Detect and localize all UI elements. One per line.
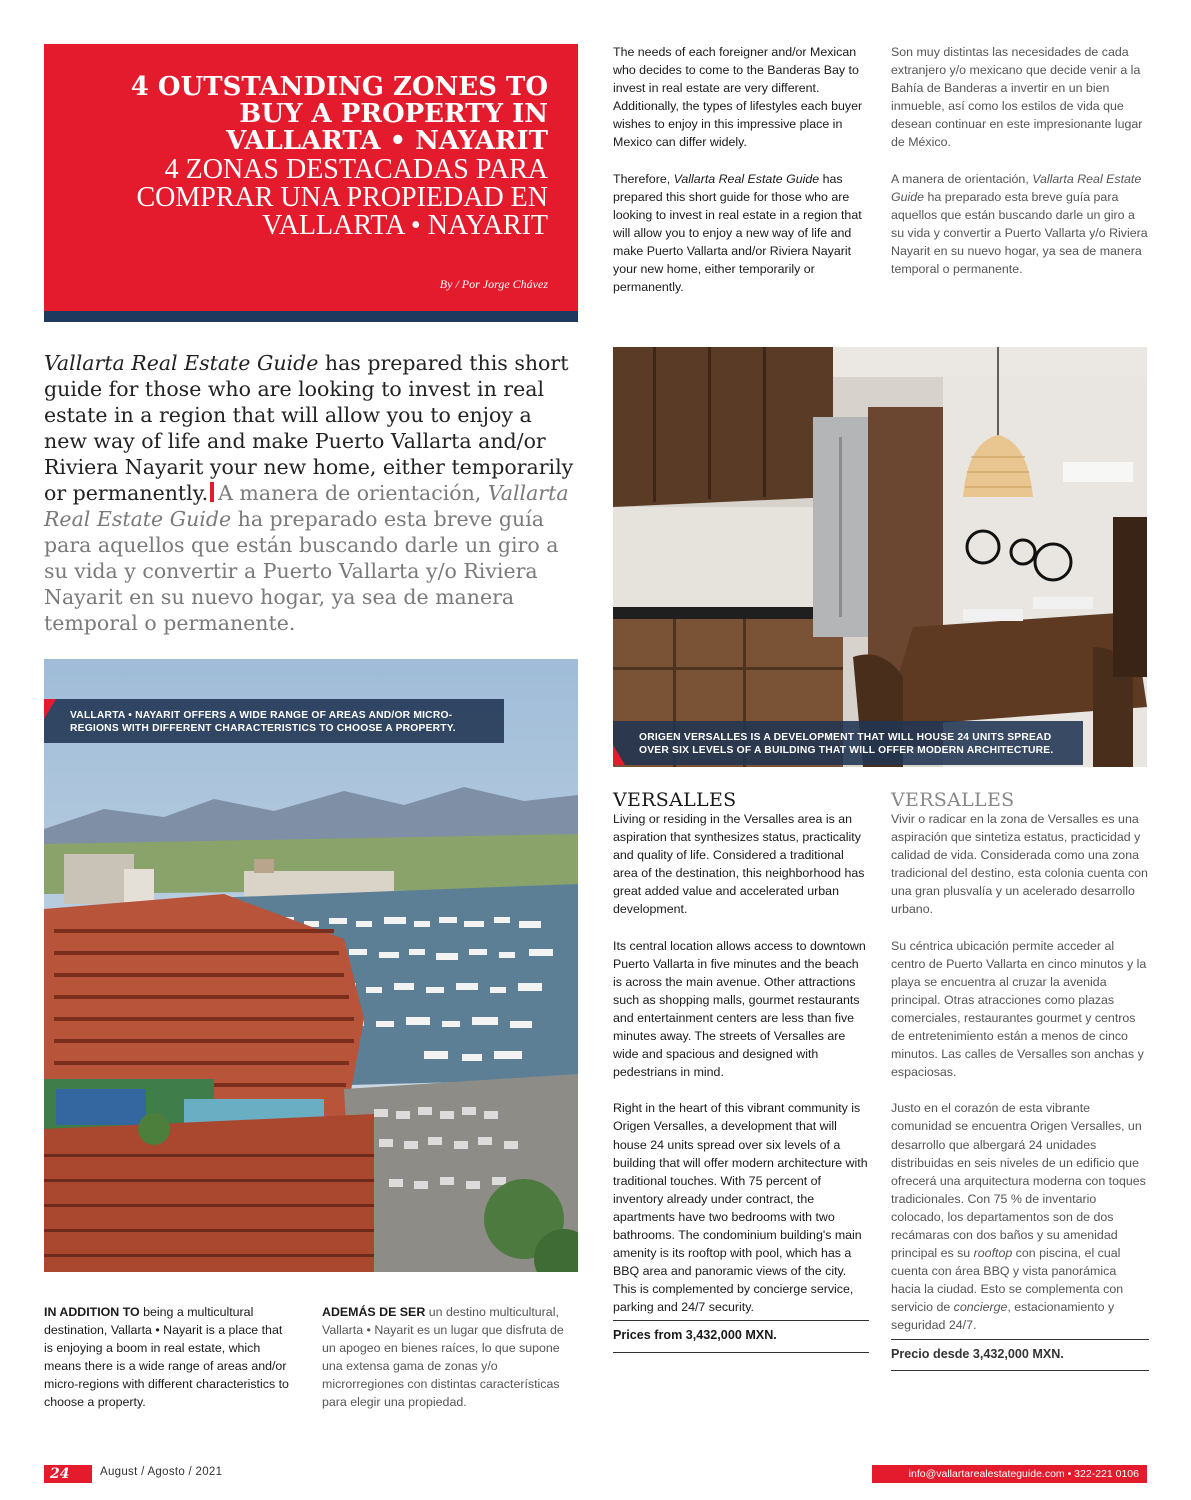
marina-photo-caption bbox=[44, 699, 504, 743]
intro-paragraph bbox=[44, 350, 579, 636]
versalles-english-column bbox=[613, 790, 869, 1353]
versalles-en-paragraph-2: Its central location allows access to downtown Puerto Vallarta in five minutes and the beach is across the main avenue. Other attractions such as shopping malls, gourmet restaurants and entertainment centers are less than five minutes away. The streets of Versalles are wide and spacious and designed with pedestrians in mind. bbox=[613, 938, 866, 1080]
byline: By / Por Jorge Chávez bbox=[439, 277, 548, 291]
red-divider-mark bbox=[210, 482, 214, 502]
intro-es-italic: Vallarta Real Estate Guide bbox=[44, 481, 569, 531]
versalles-es-price: Precio desde 3,432,000 MXN. bbox=[891, 1339, 1149, 1371]
page-number: 24 bbox=[44, 1465, 92, 1483]
title-underline-bar bbox=[44, 311, 578, 322]
footer bbox=[44, 1465, 1147, 1483]
top-en-paragraph-1: The needs of each foreigner and/or Mexican who decides to come to the Banderas Bay to invest in real estate are very different. Additionally, the types of lifestyles each buyer wishes to enjoy in this impressive place in Mexico can differ widely. bbox=[613, 45, 863, 150]
marina-caption-text: VALLARTA • NAYARIT OFFERS A WIDE RANGE OF AREAS AND/OR MICRO-REGIONS WITH DIFFERENT CHARACTERISTICS TO CHOOSE A PROPERTY. bbox=[70, 710, 456, 734]
interior-photo-illustration bbox=[613, 347, 1147, 767]
versalles-en-paragraph-1: Living or residing in the Versalles area is an aspiration that synthesizes status, practicality and quality of life. Considered a traditional area of the destination, this neighborhood has great added value and accelerated urban development. bbox=[613, 812, 865, 917]
marina-aerial-photo bbox=[44, 659, 578, 1272]
contact-info[interactable]: info@vallartarealestateguide.com • 322-221 0106 bbox=[872, 1465, 1147, 1483]
versalles-es-paragraph-1: Vivir o radicar en la zona de Versalles es una aspiración que sintetiza estatus, practicidad y calidad de vida. Considerada como una zona tradicional del destino, esta colonia cuenta con una gran plusvalía y un acelerado desarrollo urbano. bbox=[891, 812, 1148, 917]
issue-date: August / Agosto / 2021 bbox=[100, 1466, 223, 1478]
top-es-paragraph-2: A manera de orientación, Vallarta Real Estate Guide ha preparado esta breve guía para aquellos que están buscando darle un giro a su vida y convertir a Puerto Vallarta y/o Riviera Nayarit en su nuevo hogar, ya sea de manera temporal o permanente. bbox=[891, 171, 1148, 277]
versalles-en-title: VERSALLES bbox=[613, 789, 737, 811]
top-spanish-column bbox=[891, 43, 1149, 296]
versalles-spanish-column bbox=[891, 790, 1149, 1371]
bottom-es-lead: ADEMÁS DE SER bbox=[322, 1305, 426, 1319]
title-block bbox=[44, 44, 578, 311]
bottom-spanish-column bbox=[322, 1303, 578, 1412]
intro-en-text: has prepared this short guide for those who are looking to invest in real estate in a region that will allow you to enjoy a new way of life and make Puerto Vallarta and/or Riviera Nayarit your new home, either temporarily or permanently. bbox=[44, 351, 574, 505]
interior-photo bbox=[613, 347, 1147, 767]
versalles-es-paragraph-2: Su céntrica ubicación permite acceder al centro de Puerto Vallarta en cinco minutos y la playa se encuentra al cruzar la avenida principal. Otras atracciones como plazas comerciales, restaurantes gourmet y centros de entretenimiento están a menos de cinco minutos. Las calles de Versalles son anchas y espaciosas. bbox=[891, 938, 1147, 1080]
top-en-paragraph-2: Therefore, Vallarta Real Estate Guide has prepared this short guide for those who are looking to invest in real estate in a region that will allow you to enjoy a new way of life and make Puerto Vallarta and/or Riviera Nayarit your new home, either temporarily or permanently. bbox=[613, 171, 862, 295]
versalles-en-price: Prices from 3,432,000 MXN. bbox=[613, 1320, 869, 1352]
intro-es-text: ha preparado esta breve guía para aquellos que están buscando darle un giro a su vida y convertir a Puerto Vallarta y/o Riviera Nayarit en su nuevo hogar, ya sea de manera temporal o permanente. bbox=[44, 507, 559, 635]
intro-es-lead: A manera de orientación, bbox=[218, 481, 488, 505]
title-en: 4 OUTSTANDING ZONES TO BUY A PROPERTY IN VALLARTA • NAYARIT bbox=[130, 72, 548, 156]
interior-photo-caption bbox=[613, 721, 1083, 765]
top-english-column bbox=[613, 43, 869, 314]
marina-photo-illustration bbox=[44, 659, 578, 1272]
versalles-es-title: VERSALLES bbox=[891, 789, 1015, 811]
caption-red-corner bbox=[44, 699, 56, 719]
top-es-paragraph-1: Son muy distintas las necesidades de cada extranjero y/o mexicano que decide venir a la Bahía de Banderas a invertir en un bien inmueble, así como los estilos de vida que desean continuar en este impresionante lugar de México. bbox=[891, 45, 1143, 150]
versalles-es-paragraph-3: Justo en el corazón de esta vibrante comunidad se encuentra Origen Versalles, un desarrollo que albergará 24 unidades distribuidas en seis niveles de un edificio que ofrecerá una arquitectura moderna con toques tradicionales. Con 75 % de inventario colocado, los departamentos son de dos recámaras con dos baños y su amenidad principal es su rooftop con piscina, el cual cuenta con área BBQ y vista panorámica hacia la ciudad. Esto se complementa con servicio de concierge, estacionamiento y seguridad 24/7. bbox=[891, 1101, 1146, 1333]
caption-red-corner bbox=[613, 745, 625, 765]
bottom-en-lead: IN ADDITION TO bbox=[44, 1305, 140, 1319]
bottom-english-column bbox=[44, 1303, 292, 1412]
intro-en-italic: Vallarta Real Estate Guide bbox=[44, 351, 319, 375]
interior-caption-text: ORIGEN VERSALLES IS A DEVELOPMENT THAT WILL HOUSE 24 UNITS SPREAD OVER SIX LEVELS OF A BUILDING THAT WILL OFFER MODERN ARCHITECTURE. bbox=[639, 732, 1054, 756]
title-es: 4 ZONAS DESTACADAS PARA COMPRAR UNA PROPIEDAD EN VALLARTA • NAYARIT bbox=[136, 154, 548, 241]
versalles-en-paragraph-3: Right in the heart of this vibrant community is Origen Versalles, a development that will house 24 units spread over six levels of a building that will offer modern architecture with traditional touches. With 75 percent of inventory already under contract, the apartments have two bedrooms with two bathrooms. The condominium building's main amenity is its rooftop with pool, which has a BBQ area and panoramic views of the city. This is complemented by concierge service, parking and 24/7 security. bbox=[613, 1101, 868, 1315]
bottom-en-text: being a multicultural destination, Vallarta • Nayarit is a place that is enjoying a boom in real estate, which means there is a wide range of areas and/or micro-regions with different characteristics to choose a property. bbox=[44, 1305, 289, 1410]
bottom-es-text: un destino multicultural, Vallarta • Nayarit es un lugar que disfruta de un apogeo en bienes raíces, lo que supone una extensa gama de zonas y/o microrregiones con distintas características para elegir una propiedad. bbox=[322, 1305, 564, 1410]
